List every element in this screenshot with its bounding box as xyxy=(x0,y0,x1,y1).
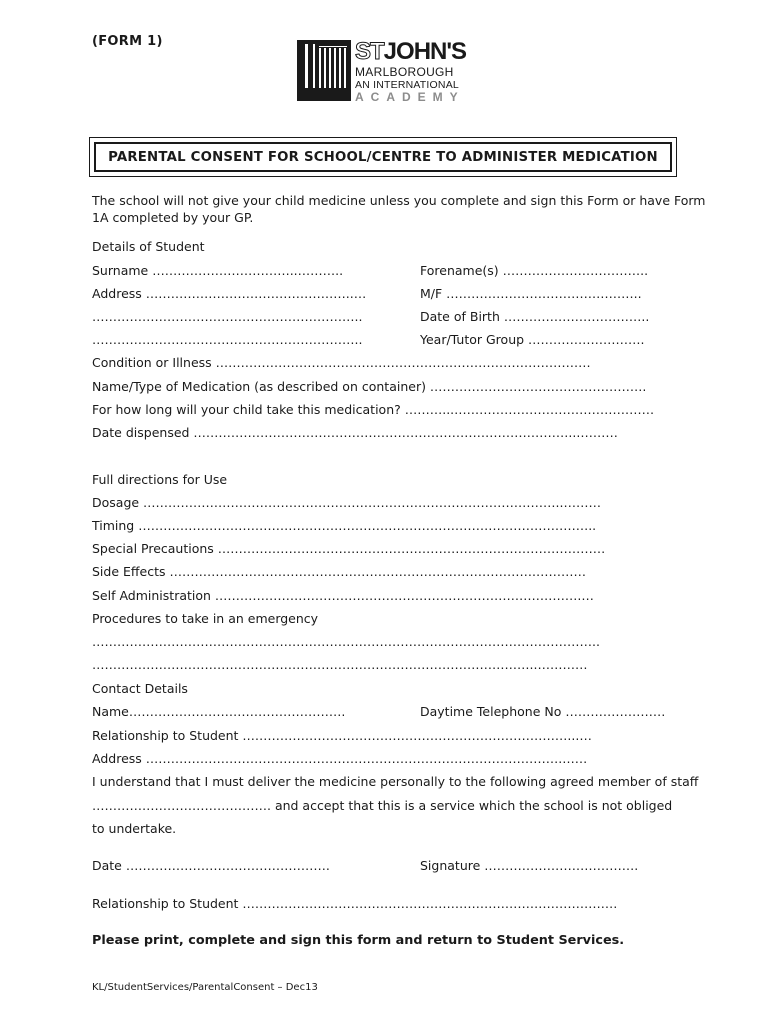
year-tutor-group-field[interactable]: Year/Tutor Group ………………………. xyxy=(420,332,645,347)
student-details-heading: Details of Student xyxy=(92,239,205,254)
forename-field[interactable]: Forename(s) …………………………….. xyxy=(420,263,649,278)
agreement-line-3: to undertake. xyxy=(92,821,177,836)
emergency-line-1-field[interactable]: ………………………………………………………………………………………………………….. xyxy=(92,634,600,649)
self-administration-field[interactable]: Self Administration …………………………………………………………………………….… xyxy=(92,588,594,603)
intro-line-1: The school will not give your child medicine unless you complete and sign this Form or have Form xyxy=(92,193,706,208)
address-line-2-field[interactable]: ……………………………………………………….. xyxy=(92,309,363,324)
special-precautions-field[interactable]: Special Precautions ………………………………………………………………………………… xyxy=(92,541,606,556)
date-field[interactable]: Date …………………………………………. xyxy=(92,858,330,873)
contact-relationship-field[interactable]: Relationship to Student ……………………………………………………………………...… xyxy=(92,728,592,743)
medication-name-field[interactable]: Name/Type of Medication (as described on container) ……………………………………………. xyxy=(92,379,647,394)
staff-member-field[interactable]: ……………………………………. and accept that this is a service which the school is not obliged xyxy=(92,798,673,813)
gender-field[interactable]: M/F ……………………………………….. xyxy=(420,286,642,301)
dosage-field[interactable]: Dosage ………………………………………………………………………………………..……… xyxy=(92,495,601,510)
date-dispensed-field[interactable]: Date dispensed ………………………………………………………………………………...……… xyxy=(92,425,618,440)
logo-academy: ACADEMY xyxy=(355,90,465,104)
contact-address-field[interactable]: Address ……………………………………………………………………………………….…… xyxy=(92,751,588,766)
closing-instruction: Please print, complete and sign this form and return to Student Services. xyxy=(92,933,625,948)
surname-field[interactable]: Surname ……………………………..……….. xyxy=(92,263,344,278)
document-footer-reference: KL/StudentServices/ParentalConsent – Dec13 xyxy=(92,982,318,993)
agreement-line-1: I understand that I must deliver the medicine personally to the following agreed member of staff xyxy=(92,774,699,789)
date-of-birth-field[interactable]: Date of Birth …………………………….. xyxy=(420,309,650,324)
school-logo xyxy=(297,40,467,102)
directions-heading: Full directions for Use xyxy=(92,472,228,487)
logo-johns-text: JOHN'S xyxy=(383,38,467,65)
title-box xyxy=(89,137,677,177)
signature-field[interactable]: Signature ………………………………. xyxy=(420,858,639,873)
timing-field[interactable]: Timing ……………………………………………………………………………………………….. xyxy=(92,518,597,533)
address-field[interactable]: Address …………………………………………..… xyxy=(92,286,367,301)
contact-name-field[interactable]: Name……………………………………………. xyxy=(92,704,346,719)
logo-st-text: ST xyxy=(355,38,384,65)
intro-line-2: 1A completed by your GP. xyxy=(92,210,254,225)
address-line-3-field[interactable]: ……………………………………………………….. xyxy=(92,332,363,347)
logo-marlborough: MARLBOROUGH xyxy=(355,65,454,79)
emergency-line-2-field[interactable]: ……………………………………………………………………………………………..………… xyxy=(92,657,588,672)
emergency-procedures-label: Procedures to take in an emergency xyxy=(92,611,319,626)
logo-emblem-icon xyxy=(297,40,351,101)
form-number-label: (FORM 1) xyxy=(92,34,163,49)
contact-details-heading: Contact Details xyxy=(92,681,188,696)
signer-relationship-field[interactable]: Relationship to Student ……………………………………………………………………………… xyxy=(92,896,618,911)
duration-field[interactable]: For how long will your child take this medication? ………...………………………………………… xyxy=(92,402,655,417)
daytime-telephone-field[interactable]: Daytime Telephone No …………………… xyxy=(420,704,666,719)
logo-international: AN INTERNATIONAL xyxy=(355,79,459,91)
condition-field[interactable]: Condition or Illness ……………………………………………………………………………… xyxy=(92,355,591,370)
form-title: PARENTAL CONSENT FOR SCHOOL/CENTRE TO ADMINISTER MEDICATION xyxy=(108,149,658,165)
side-effects-field[interactable]: Side Effects …………………………………………………………………………….………… xyxy=(92,564,586,579)
